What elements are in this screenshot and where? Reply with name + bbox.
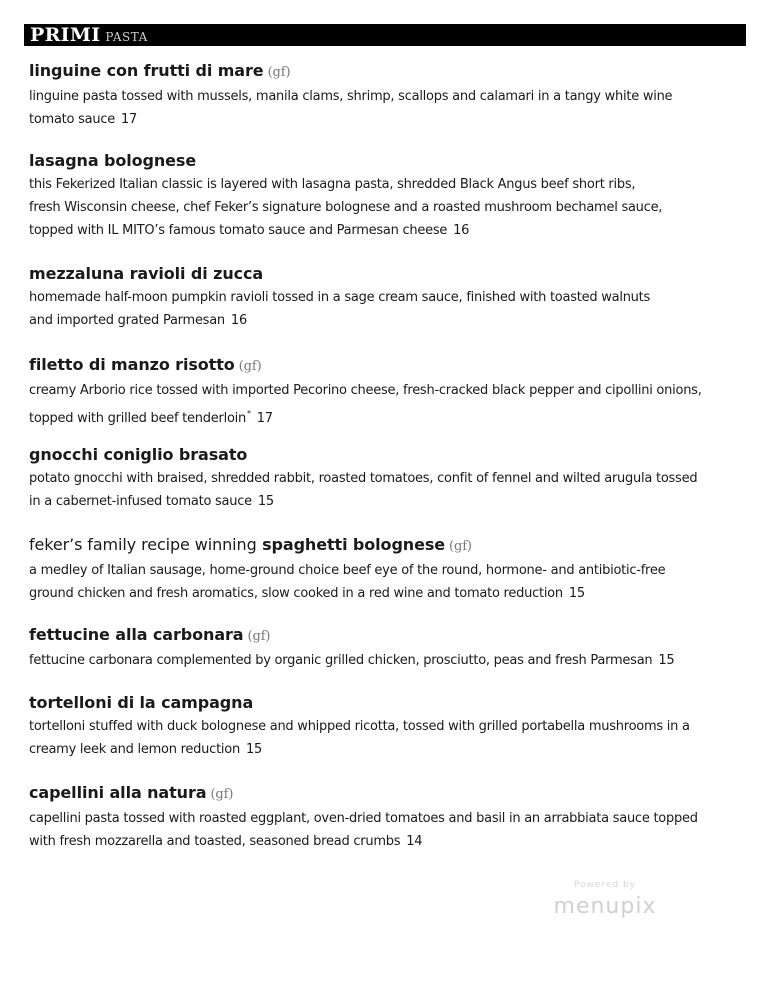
gluten-free-tag: (gf) <box>238 359 262 374</box>
description-text: fettucine carbonara complemented by organic grilled chicken, prosciutto, peas and fresh Parmesan <box>29 653 653 668</box>
description-text: a medley of Italian sausage, home-ground choice beef eye of the round, hormone- and antibiotic-free <box>29 563 666 578</box>
dish-description <box>29 85 741 131</box>
description-text: this Fekerized Italian classic is layered with lasagna pasta, shredded Black Angus beef short ribs, <box>29 177 636 192</box>
dish-name <box>29 625 741 647</box>
section-subtitle: PASTA <box>105 30 148 44</box>
description-text: homemade half-moon pumpkin ravioli tossed in a sage cream sauce, finished with toasted walnuts <box>29 290 651 305</box>
dish-name <box>29 535 741 557</box>
description-line <box>29 715 741 738</box>
description-line <box>29 807 741 830</box>
menu-item <box>29 61 741 131</box>
gluten-free-tag: (gf) <box>247 629 271 644</box>
menu-item <box>29 625 741 672</box>
dish-description <box>29 286 741 332</box>
menu-item <box>29 535 741 605</box>
description-text: and imported grated Parmesan <box>29 313 225 328</box>
description-line <box>29 582 741 605</box>
watermark-tagline: Powered by <box>573 880 637 890</box>
description-text: ground chicken and fresh aromatics, slow cooked in a red wine and tomato reduction <box>29 586 563 601</box>
dish-name <box>29 693 741 713</box>
dish-description <box>29 559 741 605</box>
dish-name <box>29 445 741 465</box>
menu-item <box>29 355 741 430</box>
dish-title: gnocchi coniglio brasato <box>29 445 248 464</box>
description-text: creamy Arborio rice tossed with imported Pecorino cheese, fresh-cracked black pepper and cipollini onions, <box>29 383 702 398</box>
dish-name <box>29 264 741 284</box>
dish-title: spaghetti bolognese <box>262 535 446 554</box>
description-line <box>29 467 741 490</box>
dish-description <box>29 807 741 853</box>
description-text: capellini pasta tossed with roasted eggplant, oven-dried tomatoes and basil in an arrabbiata sauce topped <box>29 811 698 826</box>
dish-price: 16 <box>230 313 247 328</box>
menu-item <box>29 445 741 513</box>
description-line <box>29 309 741 332</box>
watermark <box>530 880 680 919</box>
description-text: tomato sauce <box>29 112 115 127</box>
dish-title: filetto di manzo risotto <box>29 355 235 374</box>
gluten-free-tag: (gf) <box>449 539 472 554</box>
description-text: in a cabernet-infused tomato sauce <box>29 494 252 509</box>
dish-description <box>29 379 741 430</box>
dish-title: lasagna bolognese <box>29 151 197 170</box>
description-text: topped with IL MITO’s famous tomato sauce and Parmesan cheese <box>29 223 448 238</box>
description-text: tortelloni stuffed with duck bolognese and whipped ricotta, tossed with grilled portabella mushrooms in a <box>29 719 690 734</box>
description-line <box>29 219 741 242</box>
section-title: PRIMI <box>30 24 101 46</box>
description-text: fresh Wisconsin cheese, chef Feker’s signature bolognese and a roasted mushroom bechamel sauce, <box>29 200 663 215</box>
menupix-logo: menupix <box>553 894 657 919</box>
dish-price: 14 <box>406 834 423 849</box>
menu-item <box>29 151 741 242</box>
dish-name <box>29 355 741 377</box>
section-header <box>24 24 746 46</box>
description-text: potato gnocchi with braised, shredded rabbit, roasted tomatoes, confit of fennel and wilted arugula tossed <box>29 471 698 486</box>
description-text: linguine pasta tossed with mussels, manila clams, shrimp, scallops and calamari in a tangy white wine <box>29 89 673 104</box>
description-line <box>29 559 741 582</box>
description-line <box>29 649 741 672</box>
menu-item <box>29 693 741 761</box>
dish-name <box>29 61 741 83</box>
description-line <box>29 173 741 196</box>
description-text: creamy leek and lemon reduction <box>29 742 240 757</box>
menu-item <box>29 264 741 332</box>
dish-title: linguine con frutti di mare <box>29 61 264 80</box>
description-line <box>29 196 741 219</box>
description-line <box>29 402 741 430</box>
gluten-free-tag: (gf) <box>210 787 234 802</box>
dish-name-prefix: feker’s family recipe winning <box>29 535 257 554</box>
description-line <box>29 490 741 513</box>
description-line <box>29 85 741 108</box>
dish-title: capellini alla natura <box>29 783 207 802</box>
gluten-free-tag: (gf) <box>267 65 291 80</box>
dish-description <box>29 649 741 672</box>
dish-price: 16 <box>453 223 470 238</box>
dish-title: tortelloni di la campagna <box>29 693 254 712</box>
description-line <box>29 108 741 131</box>
description-line <box>29 286 741 309</box>
description-text: topped with grilled beef tenderloin <box>29 411 247 426</box>
dish-name <box>29 151 741 171</box>
dish-description <box>29 173 741 242</box>
dish-description <box>29 715 741 761</box>
menu-item <box>29 783 741 853</box>
dish-price: 17 <box>121 112 138 127</box>
asterisk-note: * <box>247 409 251 418</box>
description-line <box>29 830 741 853</box>
dish-price: 15 <box>257 494 274 509</box>
dish-price: 15 <box>245 742 263 757</box>
dish-title: fettucine alla carbonara <box>29 625 244 644</box>
dish-description <box>29 467 741 513</box>
dish-title: mezzaluna ravioli di zucca <box>29 264 264 283</box>
dish-price: 15 <box>568 586 585 601</box>
description-text: with fresh mozzarella and toasted, seasoned bread crumbs <box>29 834 401 849</box>
description-line <box>29 379 741 402</box>
dish-price: 17 <box>256 411 273 426</box>
dish-price: 15 <box>658 653 675 668</box>
dish-name <box>29 783 741 805</box>
description-line <box>29 738 741 761</box>
